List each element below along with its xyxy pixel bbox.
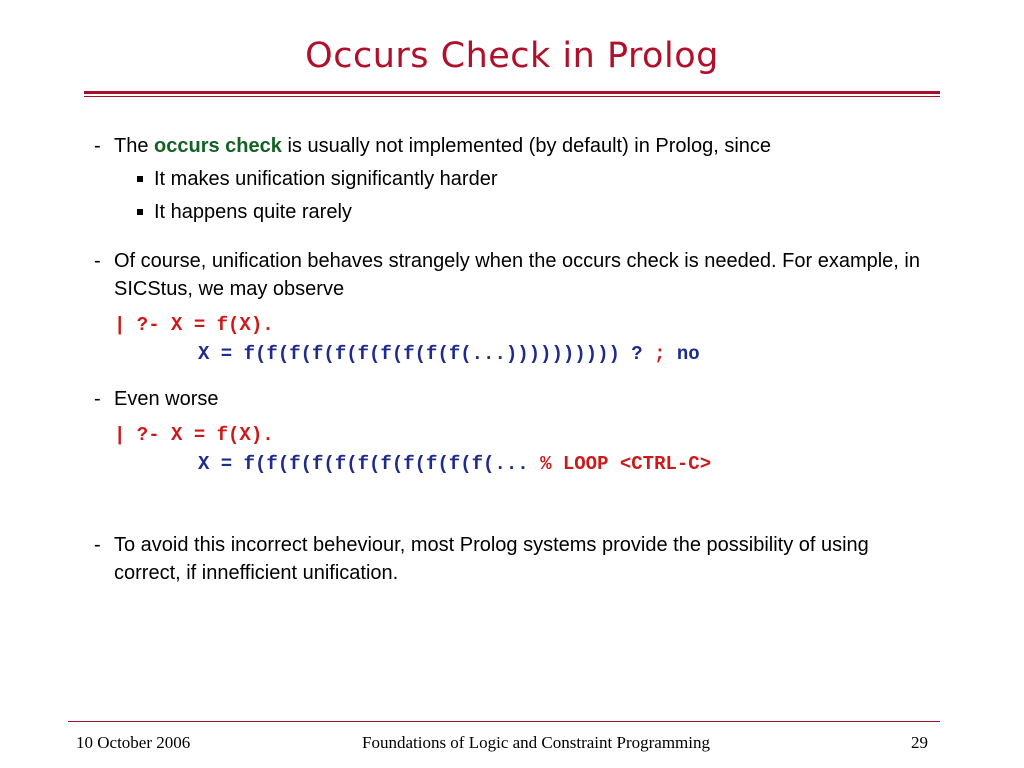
code-block-1 bbox=[94, 311, 934, 369]
sub-bullet-rarely bbox=[94, 198, 934, 226]
bullet-text: To avoid this incorrect beheviour, most Prolog systems provide the possibility of using correct, if innefficient unification. bbox=[114, 534, 869, 584]
sub-bullet-text: It makes unification significantly harder bbox=[154, 168, 498, 190]
dash-marker: - bbox=[94, 388, 101, 410]
slide-title: Occurs Check in Prolog bbox=[305, 36, 719, 76]
footer-date: 10 October 2006 bbox=[76, 733, 191, 752]
dash-marker: - bbox=[94, 135, 101, 157]
bullet-text: The bbox=[114, 135, 155, 157]
dash-marker: - bbox=[94, 534, 101, 556]
code-prompt: | ?- X = f(X). bbox=[114, 424, 274, 446]
code-no: no bbox=[676, 343, 700, 365]
title-divider bbox=[84, 91, 940, 94]
dash-marker: - bbox=[94, 250, 101, 272]
square-bullet-icon bbox=[137, 176, 143, 182]
bullet-even-worse bbox=[94, 385, 934, 413]
code-result-text: X = f(f(f(f(f(f(f(f(f(f(...)))))))))) ? bbox=[198, 343, 643, 365]
code-semicolon: ; bbox=[654, 343, 666, 365]
bullet-text: Of course, unification behaves strangely when the occurs check is needed. For example, in SICStus, we may observe bbox=[114, 250, 920, 300]
footer-divider bbox=[68, 721, 940, 722]
code-comment: % LOOP <CTRL-C> bbox=[540, 453, 712, 475]
code-block-2 bbox=[94, 421, 934, 479]
bullet-sicstus bbox=[94, 247, 934, 303]
code-result-text: X = f(f(f(f(f(f(f(f(f(f(f(... bbox=[198, 453, 529, 475]
slide-body bbox=[94, 132, 934, 587]
bullet-occurs-check bbox=[94, 132, 934, 160]
bullet-correct-unification bbox=[94, 531, 934, 587]
code-result bbox=[114, 340, 934, 369]
keyword-occurs-check: occurs check bbox=[154, 135, 282, 157]
square-bullet-icon bbox=[137, 209, 143, 215]
code-result bbox=[114, 450, 934, 479]
bullet-text: is usually not implemented (by default) in Prolog, since bbox=[281, 135, 772, 157]
title-divider-thin bbox=[84, 96, 940, 97]
code-prompt: | ?- X = f(X). bbox=[114, 314, 274, 336]
sub-bullet-text: It happens quite rarely bbox=[154, 201, 352, 223]
sub-bullet-harder bbox=[94, 165, 934, 193]
footer-course: Foundations of Logic and Constraint Programming bbox=[362, 733, 710, 752]
bullet-text: Even worse bbox=[114, 388, 219, 410]
footer-page-number: 29 bbox=[911, 733, 928, 752]
